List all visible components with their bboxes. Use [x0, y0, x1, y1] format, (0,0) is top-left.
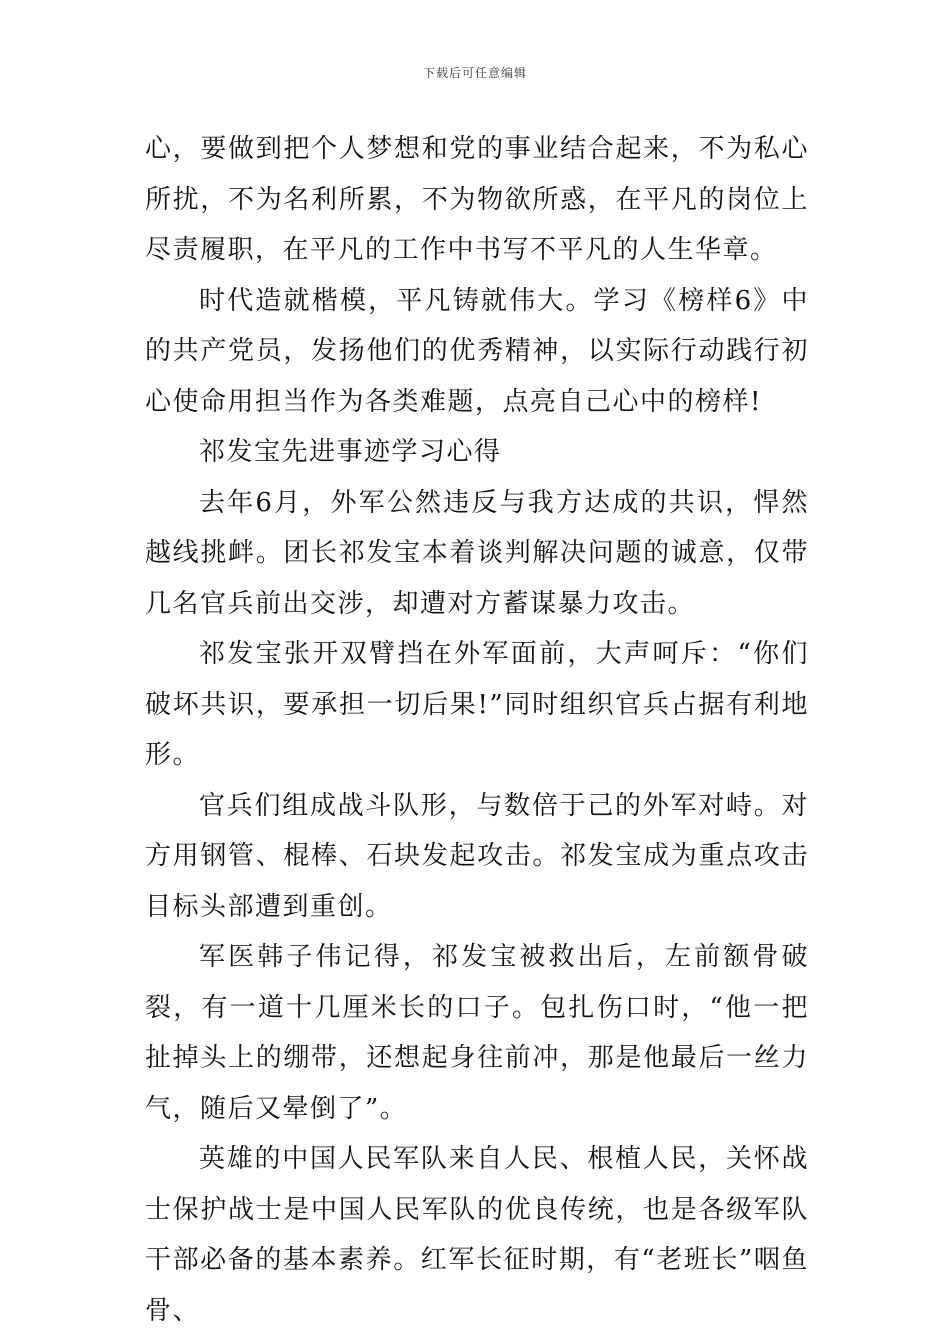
paragraph-1: 心，要做到把个人梦想和党的事业结合起来，不为私心所扰，不为名利所累，不为物欲所惑，在平凡的岗位上尽责履职，在平凡的工作中书写不平凡的人生华章。 — [145, 134, 809, 265]
section-title: 祁发宝先进事迹学习心得 — [199, 437, 502, 467]
paragraph-7: 英雄的中国人民军队来自人民、根植人民，关怀战士保护战士是中国人民军队的优良传统，也是各级军队干部必备的基本素养。红军长征时期，有“老班长”咽鱼骨、 — [145, 1144, 809, 1326]
paragraph-2: 时代造就楷模，平凡铸就伟大。学习《榜样6》中的共产党员，发扬他们的优秀精神，以实际行动践行初心使命用担当作为各类难题，点亮自己心中的榜样! — [145, 285, 809, 417]
paragraph-3: 去年6月，外军公然违反与我方达成的共识，悍然越线挑衅。团长祁发宝本着谈判解决问题的诚意，仅带几名官兵前出交涉，却遭对方蓄谋暴力攻击。 — [145, 487, 809, 619]
page-header: 下载后可任意编辑 — [422, 66, 527, 80]
document-body — [145, 124, 809, 1336]
paragraph-6: 军医韩子伟记得，祁发宝被救出后，左前额骨破裂，有一道十几厘米长的口子。包扎伤口时，“他一把扯掉头上的绷带，还想起身往前冲，那是他最后一丝力气，随后又晕倒了”。 — [145, 942, 809, 1124]
paragraph-5: 官兵们组成战斗队形，与数倍于己的外军对峙。对方用钢管、棍棒、石块发起攻击。祁发宝成为重点攻击目标头部遭到重创。 — [145, 790, 809, 922]
paragraph-4: 祁发宝张开双臂挡在外军面前，大声呵斥：“你们破坏共识，要承担一切后果!”同时组织官兵占据有利地形。 — [145, 639, 809, 770]
